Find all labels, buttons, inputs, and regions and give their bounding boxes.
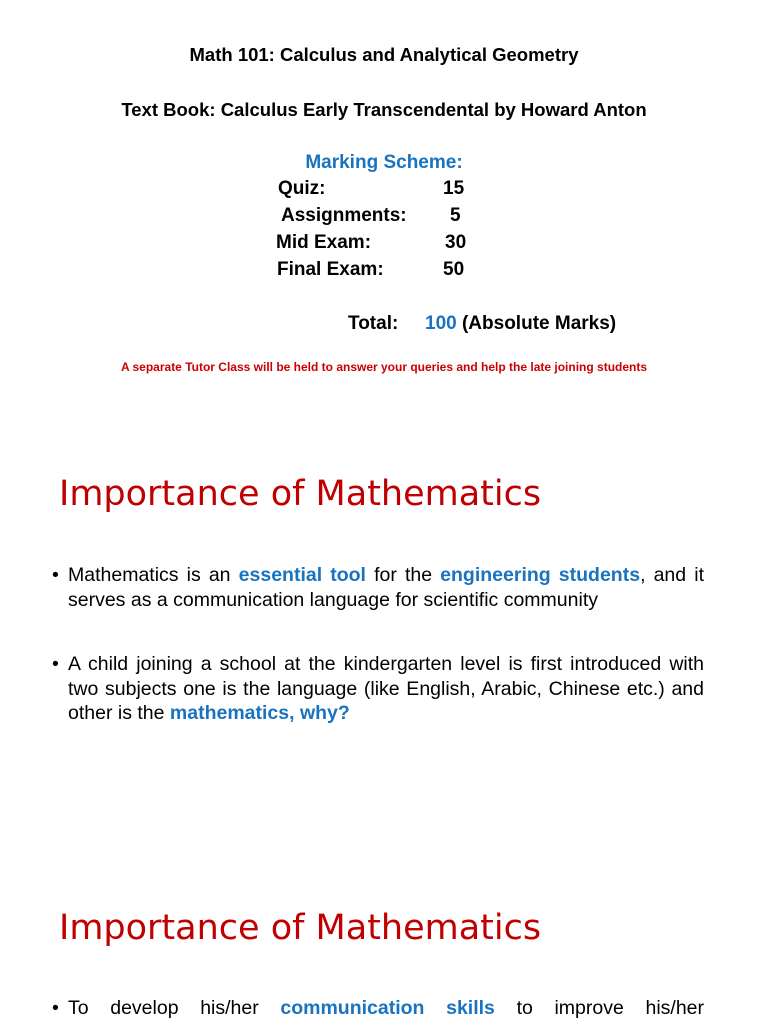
bullet-text-part: To develop his/her xyxy=(68,997,281,1019)
bullet-item xyxy=(52,652,704,726)
marking-row-label: Assignments: xyxy=(281,205,407,226)
bullet-icon: • xyxy=(52,653,59,675)
bullet-text-part: A child joining a school at the kindergarten level is first introduced with two subjects one is the language (like English, Arabic, Chinese etc.) and other is the xyxy=(68,653,704,724)
bullet-text-part: Mathematics is an xyxy=(68,564,239,586)
total-value: 100 xyxy=(425,313,457,334)
bullet-item xyxy=(52,563,704,612)
total-label: Total: xyxy=(348,313,399,334)
bullet-text xyxy=(68,563,704,612)
textbook-line: Text Book: Calculus Early Transcendental by Howard Anton xyxy=(121,99,647,120)
bullet-text-part: , and it serves as a communication language for scientific community xyxy=(68,564,704,611)
marking-row-label: Quiz: xyxy=(278,178,326,199)
course-title: Math 101: Calculus and Analytical Geometry xyxy=(189,44,579,65)
marking-row-value: 50 xyxy=(443,259,465,280)
bullet-icon: • xyxy=(52,564,59,586)
marking-row-label: Final Exam: xyxy=(277,259,384,280)
bullet-icon: • xyxy=(52,997,59,1019)
bullet-item xyxy=(52,996,704,1021)
highlight-mathematics-why: mathematics, why? xyxy=(169,702,350,724)
highlight-communication-skills: communication skills xyxy=(280,997,495,1019)
section-heading: Importance of Mathematics xyxy=(59,474,542,514)
marking-scheme-title: Marking Scheme: xyxy=(305,152,463,173)
bullet-text xyxy=(68,996,704,1021)
marking-row-value: 15 xyxy=(443,178,465,199)
highlight-engineering-students: engineering students xyxy=(440,564,641,586)
marking-row-value: 30 xyxy=(445,232,467,253)
marking-row-quiz xyxy=(0,178,768,204)
bullet-text-part: to improve his/her xyxy=(494,997,705,1019)
bullet-text xyxy=(68,652,704,726)
tutor-class-note: A separate Tutor Class will be held to answer your queries and help the late joining students xyxy=(120,360,648,374)
marking-row-mid-exam xyxy=(0,232,768,258)
marking-row-value: 5 xyxy=(450,205,461,226)
marking-row-label: Mid Exam: xyxy=(276,232,372,253)
marking-row-final-exam xyxy=(0,259,768,285)
total-suffix: (Absolute Marks) xyxy=(456,313,617,334)
section-heading: Importance of Mathematics xyxy=(59,908,542,948)
bullet-text-part: for the xyxy=(365,564,441,586)
highlight-essential-tool: essential tool xyxy=(238,564,366,586)
marking-row-assignments xyxy=(0,205,768,231)
total-value-line xyxy=(425,313,616,335)
